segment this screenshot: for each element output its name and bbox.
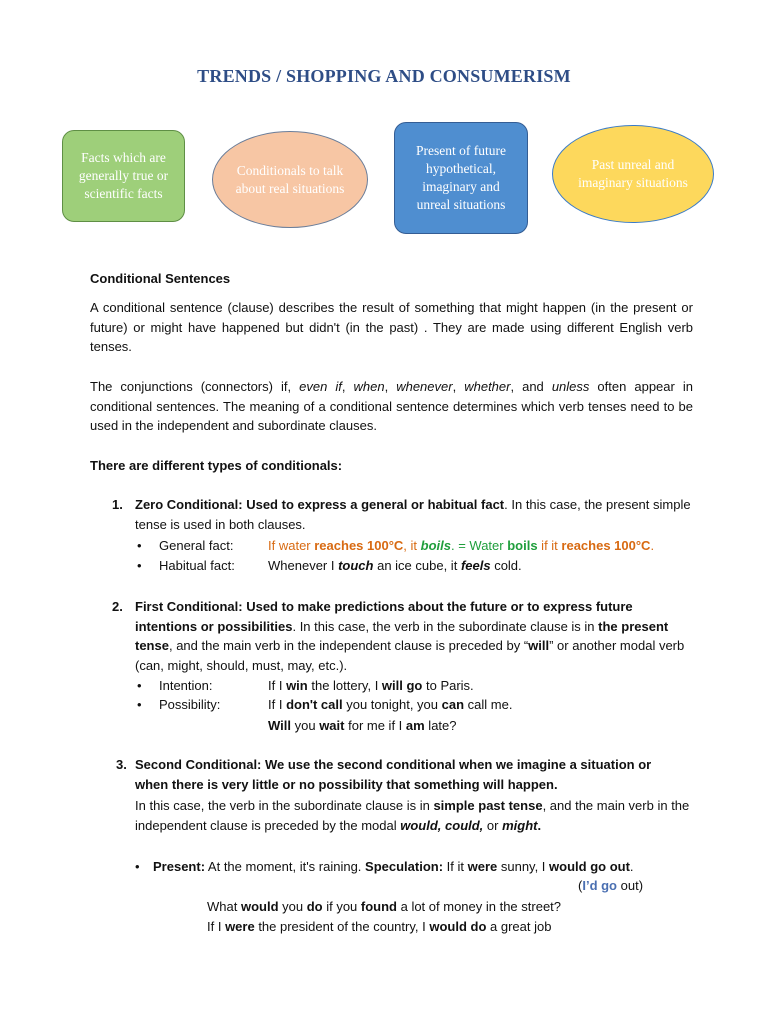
habitual-fact-example: Whenever I touch an ice cube, it feels cold. [268,558,522,573]
zero-conditional-definition: Zero Conditional: Used to express a general or habitual fact. In this case, the present simple tense is used in both clauses. [135,497,691,532]
intro-paragraph-1: A conditional sentence (clause) describes the result of something that might happen (in the present or future) or might have happened but didn't (in the past) . They are made using different English verb tenses. [90,300,693,355]
second-conditional-definition-1: Second Conditional: We use the second conditional when we imagine a situation or [135,757,652,772]
bullet-dot: • [137,678,142,693]
list-number-2: 2. [112,599,123,614]
possibility-label: Possibility: [159,697,221,712]
bullet-dot: • [137,697,142,712]
shape-hypothetical: Present of future hypothetical, imaginary and unreal situations [394,122,528,234]
intention-example: If I win the lottery, I will go to Paris. [268,678,474,693]
question-example: What would you do if you found a lot of money in the street? [207,899,562,914]
intro-paragraph-2: The conjunctions (connectors) if, even if, when, whenever, whether, and unless often appear in conditional sentences. The meaning of a conditional sentence determines which verb tenses need to be used in the independent and subordinate clauses. [90,379,693,434]
present-speculation-example: Present: At the moment, it's raining. Speculation: If it were sunny, I would go out. [153,859,634,874]
possibility-example-2: Will you wait for me if I am late? [268,718,457,733]
list-number-3: 3. [116,757,127,772]
types-heading: There are different types of conditionals: [90,458,343,473]
page-title: TRENDS / SHOPPING AND CONSUMERISM [197,66,571,86]
second-conditional-explanation: In this case, the verb in the subordinate clause is in simple past tense, and the main verb in the independent clause is preceded by the modal would, could, or might. [135,798,690,833]
general-fact-label: General fact: [159,538,234,553]
bullet-dot: • [137,558,142,573]
first-conditional-definition: First Conditional: Used to make predictions about the future or to express future intentions or possibilities. In this case, the verb in the subordinate clause is in the present tense, and the main verb in the independent clause is preceded by “will” or another modal verb (can, might, should, must, may, etc.). [135,599,685,674]
contraction-note: (I’d go out) [578,878,644,893]
shape-real-conditionals: Conditionals to talk about real situations [212,131,368,228]
second-conditional-definition-2: when there is very little or no possibility that something will happen. [135,777,558,792]
section-heading: Conditional Sentences [90,271,231,286]
intention-label: Intention: [159,678,213,693]
possibility-example: If I don't call you tonight, you can call me. [268,697,513,712]
list-number-1: 1. [112,497,123,512]
shape-past-unreal: Past unreal and imaginary situations [552,125,714,223]
bullet-dot: • [137,538,142,553]
bullet-dot: • [135,859,140,874]
shape-facts: Facts which are generally true or scientific facts [62,130,185,222]
general-fact-example: If water reaches 100°C, it boils. = Water boils if it reaches 100°C. [268,538,655,553]
president-example: If I were the president of the country, I would do a great job [207,919,552,934]
habitual-fact-label: Habitual fact: [159,558,235,573]
